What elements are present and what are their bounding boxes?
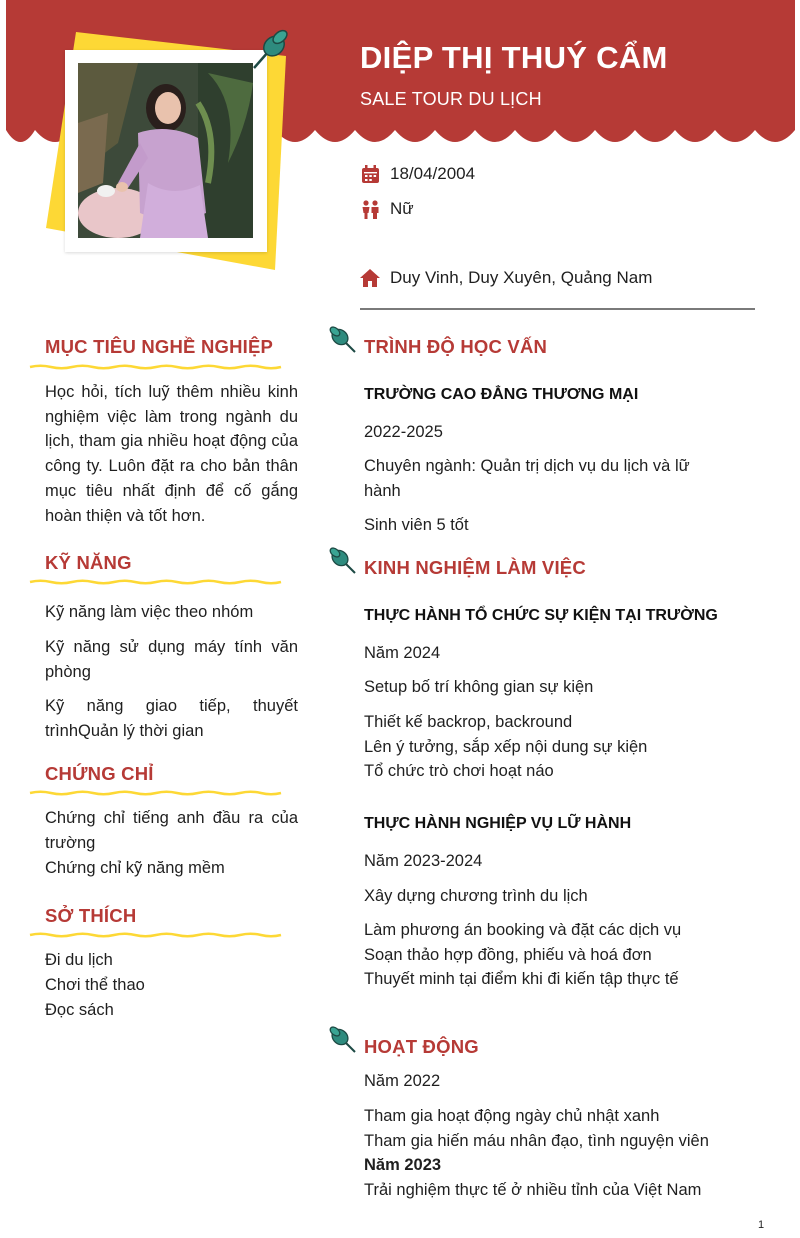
job-title-item: THỰC HÀNH TỔ CHỨC SỰ KIỆN TẠI TRƯỜNG <box>364 607 718 624</box>
education-title: TRÌNH ĐỘ HỌC VẤN <box>364 336 548 357</box>
job-title-item: THỰC HÀNH NGHIỆP VỤ LỮ HÀNH <box>364 815 632 832</box>
activity-year: Năm 2022 <box>364 1072 441 1090</box>
job-line: Thuyết minh tại điểm khi đi kiến tập thực tế <box>364 970 679 988</box>
section-underline <box>29 930 283 940</box>
skills-title: KỸ NĂNG <box>45 552 132 573</box>
address-row <box>360 268 652 288</box>
skill-item: Kỹ năng giao tiếp, thuyết trìnhQuản lý thời gian <box>45 697 298 740</box>
address-value: Duy Vinh, Duy Xuyên, Quảng Nam <box>390 268 653 287</box>
photo-frame <box>65 50 267 252</box>
education-note: Sinh viên 5 tốt <box>364 516 469 534</box>
pushpin-icon <box>329 547 357 575</box>
job-line: Soạn thảo hợp đồng, phiếu và hoá đơn <box>364 946 652 964</box>
pushpin-icon <box>248 26 290 72</box>
activity-line: Trải nghiệm thực tế ở nhiều tỉnh của Việt Nam <box>364 1181 702 1199</box>
activity-line: Tham gia hiến máu nhân đạo, tình nguyện viên <box>364 1132 709 1150</box>
pushpin-icon <box>329 1026 357 1054</box>
job-line: Lên ý tưởng, sắp xếp nội dung sự kiện <box>364 738 648 756</box>
school-name: TRƯỜNG CAO ĐẲNG THƯƠNG MẠI <box>364 386 639 403</box>
hobbies-title: SỞ THÍCH <box>45 905 137 926</box>
section-underline <box>29 362 283 372</box>
certificate-item: Chứng chỉ kỹ năng mềm <box>45 859 225 877</box>
experience-title: KINH NGHIỆM LÀM VIỆC <box>364 557 586 578</box>
job-line: Thiết kế backrop, backround <box>364 713 573 731</box>
pushpin-icon <box>329 326 357 354</box>
objective-title: MỤC TIÊU NGHỀ NGHIỆP <box>45 336 274 357</box>
skill-item: Kỹ năng sử dụng máy tính văn phòng <box>45 638 298 681</box>
skill-item: Kỹ năng làm việc theo nhóm <box>45 603 254 621</box>
certificate-item: Chứng chỉ tiếng anh đầu ra của trường <box>45 809 298 852</box>
job-line: Tổ chức trò chơi hoạt náo <box>364 762 554 780</box>
activities-title: HOẠT ĐỘNG <box>364 1036 479 1057</box>
gender-row <box>360 199 414 219</box>
activity-year: Năm 2023 <box>364 1156 442 1174</box>
photo-block <box>40 28 290 273</box>
education-period: 2022-2025 <box>364 423 443 441</box>
gender-value: Nữ <box>390 199 414 218</box>
certificates-title: CHỨNG CHỈ <box>45 763 154 784</box>
info-divider <box>360 308 755 310</box>
job-line: Làm phương án booking và đặt các dịch vụ <box>364 921 682 939</box>
education-major: Chuyên ngành: Quản trị dịch vụ du lịch và lữ hành <box>364 457 690 500</box>
job-title: SALE TOUR DU LỊCH <box>360 89 542 109</box>
hobby-item: Đi du lịch <box>45 951 113 969</box>
calendar-icon <box>360 164 380 184</box>
people-icon <box>360 199 380 219</box>
hobby-item: Đọc sách <box>45 1001 114 1019</box>
job-line: Setup bố trí không gian sự kiện <box>364 678 594 696</box>
job-period: Năm 2024 <box>364 644 441 662</box>
candidate-name: DIỆP THỊ THUÝ CẨM <box>360 40 668 75</box>
section-underline <box>29 577 283 587</box>
job-period: Năm 2023-2024 <box>364 852 483 870</box>
hobby-item: Chơi thể thao <box>45 976 145 994</box>
section-underline <box>29 788 283 798</box>
birthdate-value: 18/04/2004 <box>390 164 476 183</box>
page-number: 1 <box>758 1219 765 1231</box>
profile-photo <box>78 63 253 238</box>
activity-line: Tham gia hoạt động ngày chủ nhật xanh <box>364 1107 660 1125</box>
objective-text: Học hỏi, tích luỹ thêm nhiều kinh nghiệm việc làm trong ngành du lịch, tham gia nhiều hoạt động của công ty. Luôn đặt ra cho bản thân mục tiêu nhất định để cố gắng hoàn thiện và tốt hơn. <box>45 383 298 525</box>
job-line: Xây dựng chương trình du lịch <box>364 887 588 905</box>
birthdate-row <box>360 164 475 184</box>
home-icon <box>360 268 380 288</box>
